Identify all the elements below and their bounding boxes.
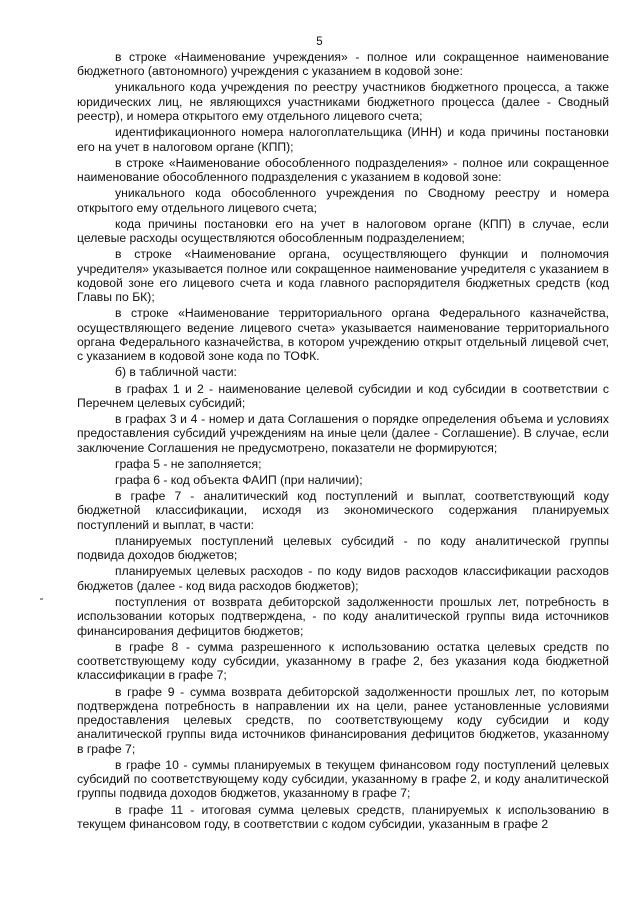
paragraph: в графах 3 и 4 - номер и дата Соглашения о порядке определения объема и условиях предоставления субсидий учреждениям на иные цели (далее - Соглашение). В случае, если заключение Соглашения не предусмотрено, показатели не формируются; — [77, 412, 609, 455]
paragraph: в строке «Наименование обособленного подразделения» - полное или сокращенное наименование обособленного подразделения с указанием в кодовой зоне: — [77, 155, 609, 185]
paragraph: планируемых целевых расходов - по коду видов расходов классификации расходов бюджетов (далее - код вида расходов бюджетов); — [77, 564, 609, 593]
paragraph: в строке «Наименование территориального органа Федерального казначейства, осуществляющего ведение лицевого счета» указывается наименование территориального органа Федерального казначейства, в котором учреждению открыт отдельный лицевой счет, с указанием в кодовой зоне кода по ТОФК. — [77, 306, 609, 364]
paragraph: кода причины постановки его на учет в налоговом органе (КПП) в случае, если целевые расходы осуществляются обособленным подразделением; — [77, 216, 609, 246]
paragraph: б) в табличной части: — [115, 365, 237, 380]
page-number: 5 — [316, 36, 323, 48]
paragraph: в строке «Наименование органа, осуществляющего функции и полномочия учредителя» указывается полное или сокращенное наименование учредителя с указанием в кодовой зоне его лицевого счета и кода главного распорядителя бюджетных средств (код Главы по БК); — [77, 247, 609, 305]
document-body — [77, 50, 609, 833]
paragraph: поступления от возврата дебиторской задолженности прошлых лет, потребность в использовании которых подтверждена, - по коду аналитической группы вида источников финансирования дефицитов бюджетов; — [77, 594, 609, 638]
paragraph: уникального кода учреждения по реестру участников бюджетного процесса, а также юридических лиц, не являющихся участниками бюджетного процесса (далее - Сводный реестр), и номера открытого ему отдельного лицевого счета; — [77, 80, 609, 124]
paragraph: уникального кода обособленного учреждения по Сводному реестру и номера открытого ему отдельного лицевого счета; — [77, 186, 609, 215]
paragraph: в графе 10 - суммы планируемых в текущем финансовом году поступлений целевых субсидий по соответствующему коду субсидии, указанному в графе 2, и коду аналитической группы подвида доходов бюджетов, указанному в графе 7; — [77, 757, 609, 801]
paragraph: в графе 8 - сумма разрешенного к использованию остатка целевых средств по соответствующему коду субсидии, указанному в графе 2, без указания кода бюджетной классификации в графе 7; — [77, 639, 609, 683]
paragraph: идентификационного номера налогоплательщика (ИНН) и кода причины постановки его на учет в налоговом органе (КПП); — [77, 125, 609, 154]
paragraph: в графе 9 - сумма возврата дебиторской задолженности прошлых лет, по которым подтверждена потребность в направлении их на цели, ранее установленные условиями предоставления целевых средств, по соответствующему коду субсидии и коду аналитической группы вида источников финансирования дефицитов бюджетов, указанному в графе 7; — [77, 684, 609, 756]
paragraph: в графе 7 - аналитический код поступлений и выплат, соответствующий коду бюджетной классификации, исходя из экономического содержания планируемых поступлений и выплат, в части: — [77, 489, 609, 532]
paragraph: в строке «Наименование учреждения» - полное или сокращенное наименование бюджетного (автономного) учреждения с указанием в кодовой зоне: — [77, 50, 609, 79]
scan-speck — [40, 598, 43, 600]
paragraph: в графе 11 - итоговая сумма целевых средств, планируемых к использованию в текущем финансовом году, в соответствии с кодом субсидии, указанным в графе 2 — [77, 802, 609, 831]
paragraph: в графах 1 и 2 - наименование целевой субсидии и код субсидии в соответствии с Перечнем целевых субсидий; — [77, 381, 609, 410]
paragraph: графа 5 - не заполняется; — [115, 456, 262, 471]
paragraph: графа 6 - код объекта ФАИП (при наличии); — [115, 473, 363, 487]
paragraph: планируемых поступлений целевых субсидий - по коду аналитической группы подвида доходов бюджетов; — [77, 533, 609, 563]
